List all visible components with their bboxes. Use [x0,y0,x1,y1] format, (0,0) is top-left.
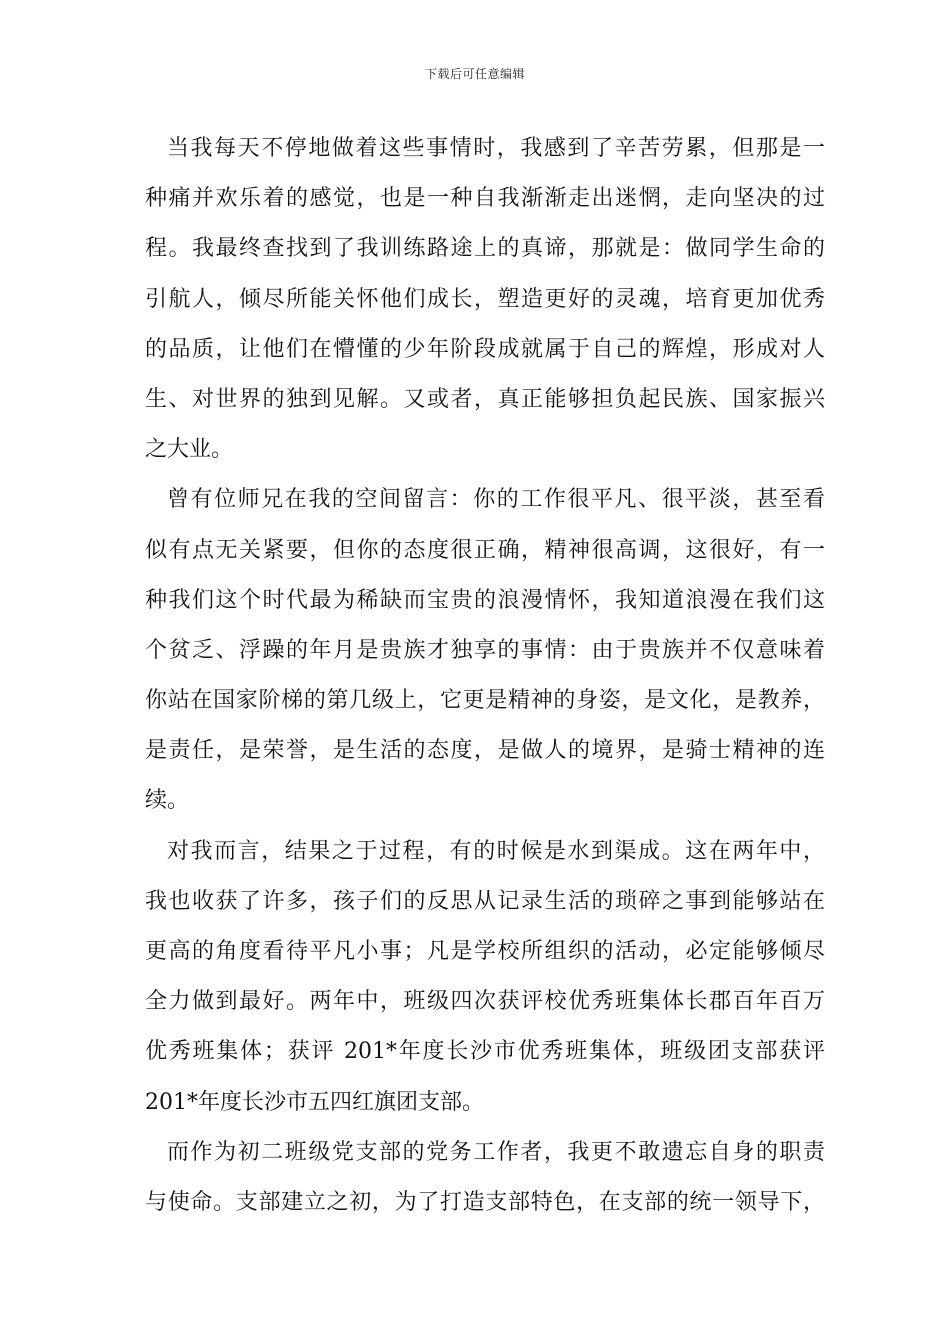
text-line: 引航人，倾尽所能关怀他们成长，塑造更好的灵魂，培育更加优秀 [145,286,825,312]
paragraph [145,475,825,826]
paragraph [145,827,825,1128]
text-line: 你站在国家阶梯的第几级上，它更是精神的身姿，是文化，是教养， [145,688,825,714]
paragraph [145,1128,825,1228]
text-line: 种我们这个时代最为稀缺而宝贵的浪漫情怀，我知道浪漫在我们这 [145,587,825,613]
paragraph [145,124,825,475]
text-line: 的品质，让他们在懵懂的少年阶段成就属于自己的辉煌，形成对人 [145,336,825,362]
text-line: 当我每天不停地做着这些事情时，我感到了辛苦劳累，但那是一 [167,136,825,161]
text-line: 曾有位师兄在我的空间留言：你的工作很平凡、很平淡，甚至看 [167,487,825,513]
text-line: 程。我最终查找到了我训练路途上的真谛，那就是：做同学生命的 [145,236,825,262]
text-line: 优秀班集体；获评 201*年度长沙市优秀班集体，班级团支部获评 [145,1039,825,1065]
text-line: 续。 [145,788,190,814]
document-body [145,124,825,1228]
text-line: 似有点无关紧要，但你的态度很正确，精神很高调，这很好，有一 [145,537,825,563]
text-line: 种痛并欢乐着的感觉，也是一种自我渐渐走出迷惘，走向坚决的过 [145,186,825,212]
text-line: 而作为初二班级党支部的党务工作者，我更不敢遗忘自身的职责 [167,1139,825,1165]
text-line: 与使命。支部建立之初，为了打造支部特色，在支部的统一领导下， [145,1189,825,1215]
text-line: 是责任，是荣誉，是生活的态度，是做人的境界，是骑士精神的连 [145,738,825,764]
text-line: 更高的角度看待平凡小事；凡是学校所组织的活动，必定能够倾尽 [145,939,825,964]
text-line: 个贫乏、浮躁的年月是贵族才独享的事情：由于贵族并不仅意味着 [145,637,825,663]
page-header: 下载后可任意编辑 [424,67,525,81]
text-line: 我也收获了许多，孩子们的反思从记录生活的琐碎之事到能够站在 [145,888,825,914]
text-line: 生、对世界的独到见解。又或者，真正能够担负起民族、国家振兴 [145,386,825,412]
text-line: 对我而言，结果之于过程，有的时候是水到渠成。这在两年中， [167,838,825,864]
text-line: 之大业。 [145,437,234,463]
text-line: 全力做到最好。两年中，班级四次获评校优秀班集体长郡百年百万 [145,989,825,1015]
text-line: 201*年度长沙市五四红旗团支部。 [145,1089,484,1115]
